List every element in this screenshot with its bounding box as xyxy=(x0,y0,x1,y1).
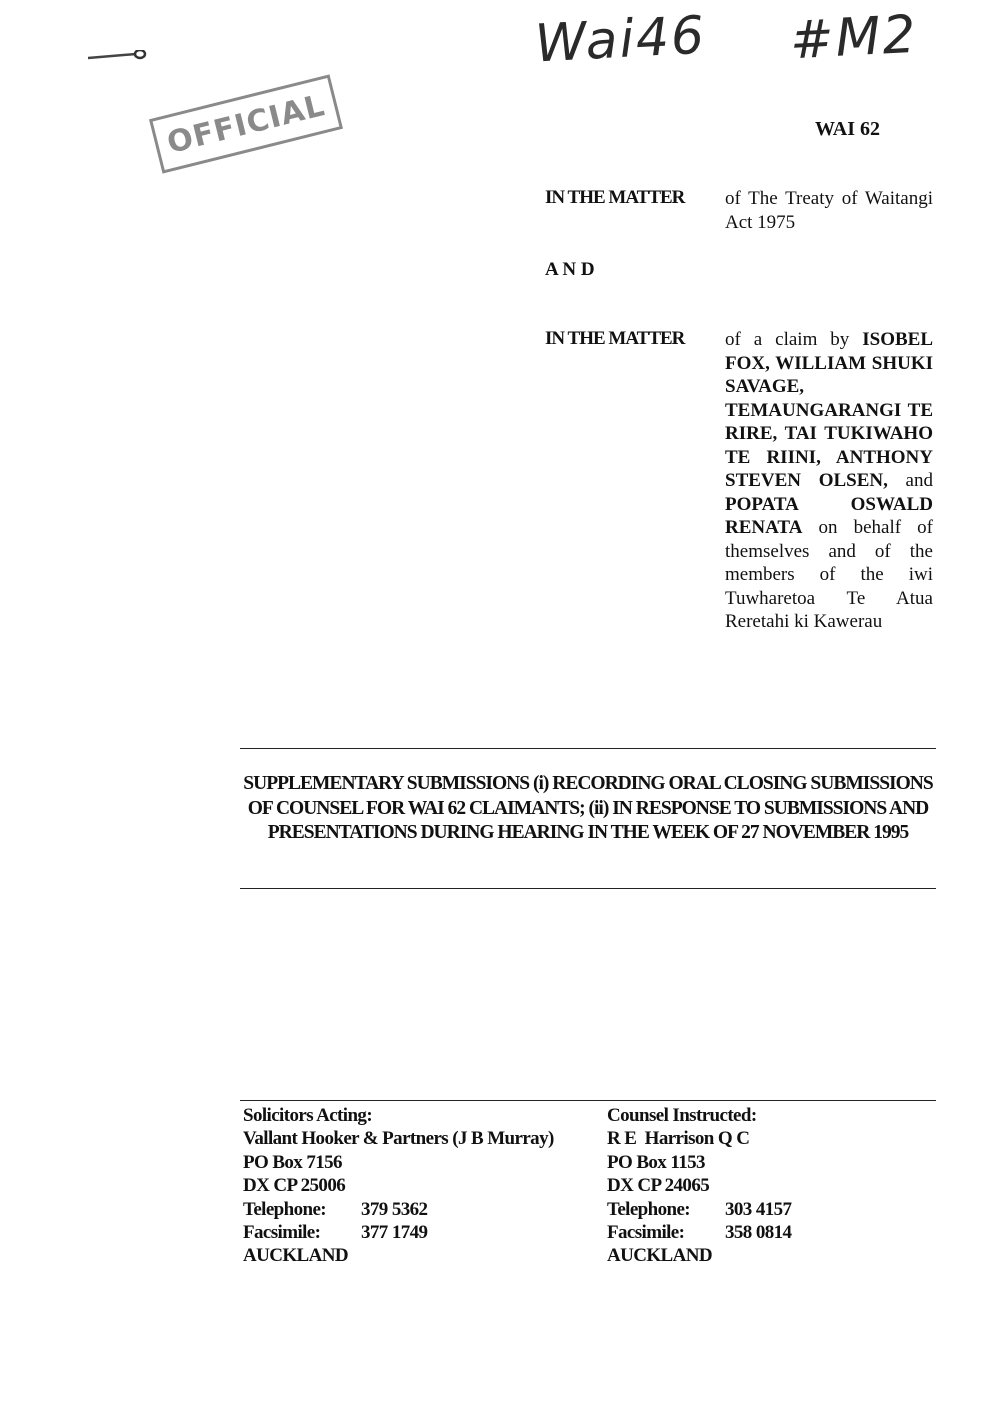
claimant-name-last: POPATA OSWALD RENATA xyxy=(725,493,933,538)
facsimile-label: Facsimile: xyxy=(243,1222,321,1244)
claimant-names: ISOBEL FOX, WILLIAM SHUKI SAVAGE, TEMAUNGARANGI TE RIRE, TAI TUKIWAHO TE RIINI, ANTHONY STEVEN OLSEN, xyxy=(725,329,933,491)
solicitors-facsimile: 377 1749 xyxy=(361,1222,428,1244)
counsel-telephone: 303 4157 xyxy=(725,1198,792,1220)
solicitors-city: AUCKLAND xyxy=(243,1245,348,1267)
wai-number: WAI 62 xyxy=(815,118,881,140)
counsel-block xyxy=(607,1104,927,1268)
counsel-facsimile: 358 0814 xyxy=(725,1222,792,1244)
counsel-name: R E Harrison Q C xyxy=(607,1128,750,1150)
counsel-po-box: PO Box 1153 xyxy=(607,1151,705,1173)
claim-and: and xyxy=(887,470,933,491)
telephone-label: Telephone: xyxy=(607,1198,691,1220)
matter-label-1: IN THE MATTER xyxy=(545,187,685,208)
handwritten-document-number: #M2 xyxy=(788,4,920,72)
pin-mark-icon xyxy=(88,50,148,60)
solicitors-telephone: 379 5362 xyxy=(361,1198,428,1220)
counsel-facsimile-row xyxy=(607,1221,927,1244)
official-stamp: OFFICIAL xyxy=(149,74,343,173)
title-rule-top xyxy=(240,748,936,749)
solicitors-po-box: PO Box 7156 xyxy=(243,1151,342,1173)
handwritten-reference: Wai46 xyxy=(533,5,708,75)
title-rule-bottom xyxy=(240,888,936,889)
footer-rule xyxy=(240,1100,936,1101)
claim-behalf: on behalf of themselves and of the members of the iwi Tuwharetoa Te Atua Reretahi ki Kawerau xyxy=(725,517,933,632)
matter-text-1: of The Treaty of Waitangi Act 1975 xyxy=(725,188,933,233)
counsel-city: AUCKLAND xyxy=(607,1245,712,1267)
matter-text-2 xyxy=(725,328,933,634)
counsel-heading: Counsel Instructed: xyxy=(607,1105,757,1126)
counsel-telephone-row xyxy=(607,1198,927,1221)
solicitors-block xyxy=(243,1104,603,1268)
facsimile-label: Facsimile: xyxy=(607,1222,685,1244)
matter-label-2: IN THE MATTER xyxy=(545,328,685,349)
solicitors-dx: DX CP 25006 xyxy=(243,1175,346,1197)
solicitors-name: Vallant Hooker & Partners (J B Murray) xyxy=(243,1128,554,1150)
claim-intro: of a claim by xyxy=(725,329,863,350)
counsel-dx: DX CP 24065 xyxy=(607,1175,710,1197)
telephone-label: Telephone: xyxy=(243,1198,327,1220)
and-separator: A N D xyxy=(545,259,595,280)
solicitors-heading: Solicitors Acting: xyxy=(243,1105,373,1126)
solicitors-telephone-row xyxy=(243,1198,603,1221)
document-title: SUPPLEMENTARY SUBMISSIONS (i) RECORDING ORAL CLOSING SUBMISSIONS OF COUNSEL FOR WAI 62 CLAIMANTS; (ii) IN RESPONSE TO SUBMISSIONS AND PRESENTATIONS DURING HEARING IN THE WEEK OF 27 NOVEMBER 1995 xyxy=(243,773,933,843)
solicitors-facsimile-row xyxy=(243,1221,603,1244)
